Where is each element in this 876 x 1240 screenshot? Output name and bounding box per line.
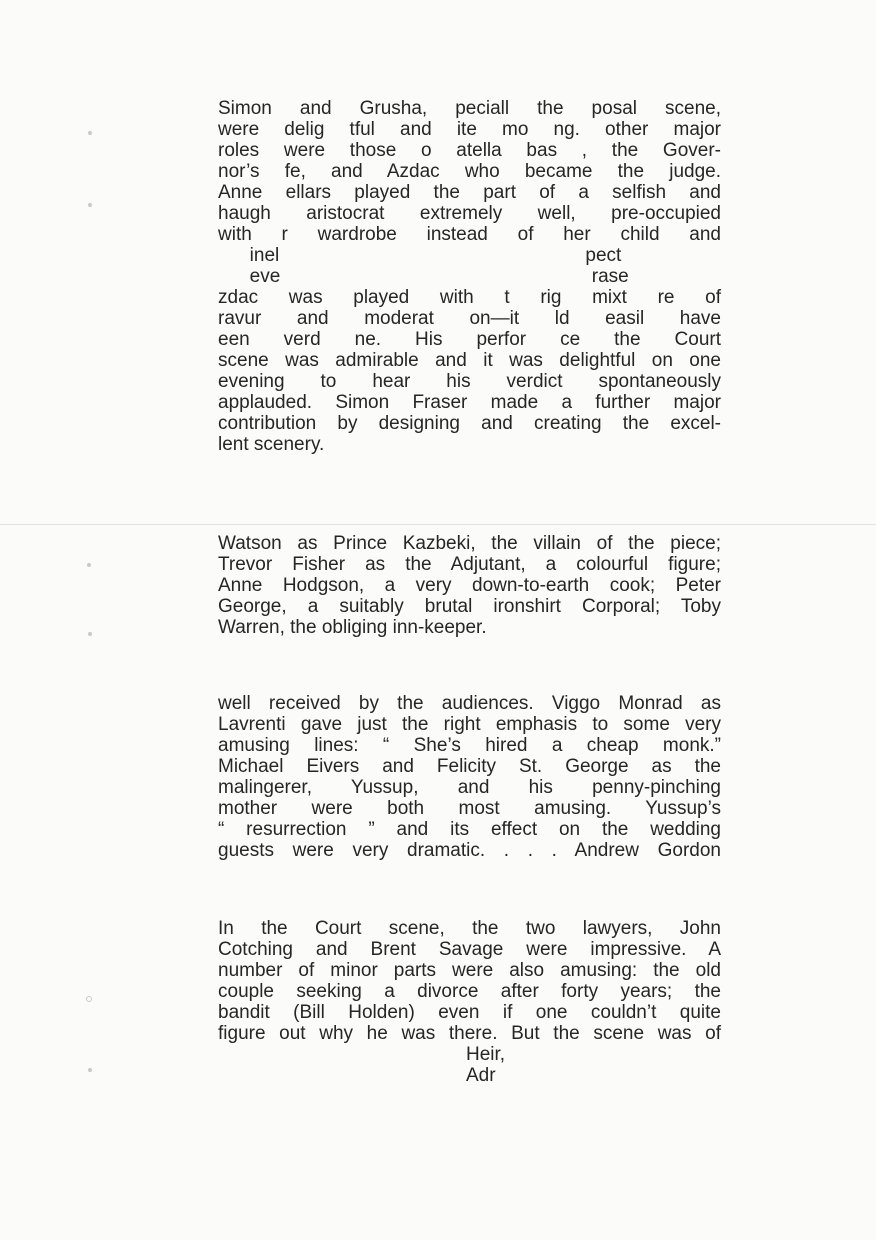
text-line: Simon and Grusha, peciall the posal scene, xyxy=(218,98,721,119)
text-line: couple seeking a divorce after forty years; the xyxy=(218,981,721,1002)
margin-speck xyxy=(88,1068,92,1072)
text-line: number of minor parts were also amusing: the old xyxy=(218,960,721,981)
paragraph-supporting-cast xyxy=(218,533,721,638)
margin-speck xyxy=(88,632,92,636)
text-line: bandit (Bill Holden) even if one couldn’t quite xyxy=(218,1002,721,1023)
text-line: inel pect xyxy=(218,245,622,266)
text-line: eve rase xyxy=(218,266,629,287)
text-line: roles were those o atella bas , the Gover- xyxy=(218,140,721,161)
text-line: ravur and moderat on—it ld easil have xyxy=(218,308,721,329)
text-line-fragment: Heir, xyxy=(466,1044,506,1065)
text-line: evening to hear his verdict spontaneously xyxy=(218,371,721,392)
text-line: haugh aristocrat extremely well, pre-occupied xyxy=(218,203,721,224)
text-line: figure out why he was there. But the scene was of xyxy=(218,1023,721,1044)
text-line: George, a suitably brutal ironshirt Corporal; Toby xyxy=(218,596,721,617)
text-line: were delig tful and ite mo ng. other major xyxy=(218,119,721,140)
margin-speck xyxy=(87,563,91,567)
text-line: Anne ellars played the part of a selfish and xyxy=(218,182,721,203)
text-line: mother were both most amusing. Yussup’s xyxy=(218,798,721,819)
text-line: lent scenery. xyxy=(218,434,325,455)
paragraph-audience-reception xyxy=(218,693,721,861)
text-line: “ resurrection ” and its effect on the wedding xyxy=(218,819,721,840)
margin-speck xyxy=(88,203,92,207)
text-line: zdac was played with t rig mixt re of xyxy=(218,287,721,308)
text-line: malingerer, Yussup, and his penny-pinching xyxy=(218,777,721,798)
paragraph-cast-review xyxy=(218,98,721,455)
text-line: Warren, the obliging inn-keeper. xyxy=(218,617,487,638)
margin-speck xyxy=(88,131,92,135)
text-line: contribution by designing and creating the excel- xyxy=(218,413,721,434)
paragraph-court-scene xyxy=(218,918,721,1086)
text-line: nor’s fe, and Azdac who became the judge. xyxy=(218,161,721,182)
text-line: applauded. Simon Fraser made a further major xyxy=(218,392,721,413)
text-line: Michael Eivers and Felicity St. George as the xyxy=(218,756,721,777)
text-line: In the Court scene, the two lawyers, John xyxy=(218,918,721,939)
text-line: Watson as Prince Kazbeki, the villain of the piece; xyxy=(218,533,721,554)
text-line: scene was admirable and it was delightful on one xyxy=(218,350,721,371)
text-line-fragment: Adr xyxy=(466,1065,496,1086)
text-line: guests were very dramatic. . . . Andrew Gordon xyxy=(218,840,721,861)
margin-speck xyxy=(86,996,92,1002)
text-line: with r wardrobe instead of her child and xyxy=(218,224,721,245)
text-line: well received by the audiences. Viggo Monrad as xyxy=(218,693,721,714)
text-line: amusing lines: “ She’s hired a cheap monk.” xyxy=(218,735,721,756)
text-line: een verd ne. His perfor ce the Court xyxy=(218,329,721,350)
page-fold-line xyxy=(0,524,876,525)
text-line: Trevor Fisher as the Adjutant, a colourful figure; xyxy=(218,554,721,575)
text-line: Lavrenti gave just the right emphasis to some very xyxy=(218,714,721,735)
text-line: Cotching and Brent Savage were impressive. A xyxy=(218,939,721,960)
text-line: Anne Hodgson, a very down-to-earth cook; Peter xyxy=(218,575,721,596)
